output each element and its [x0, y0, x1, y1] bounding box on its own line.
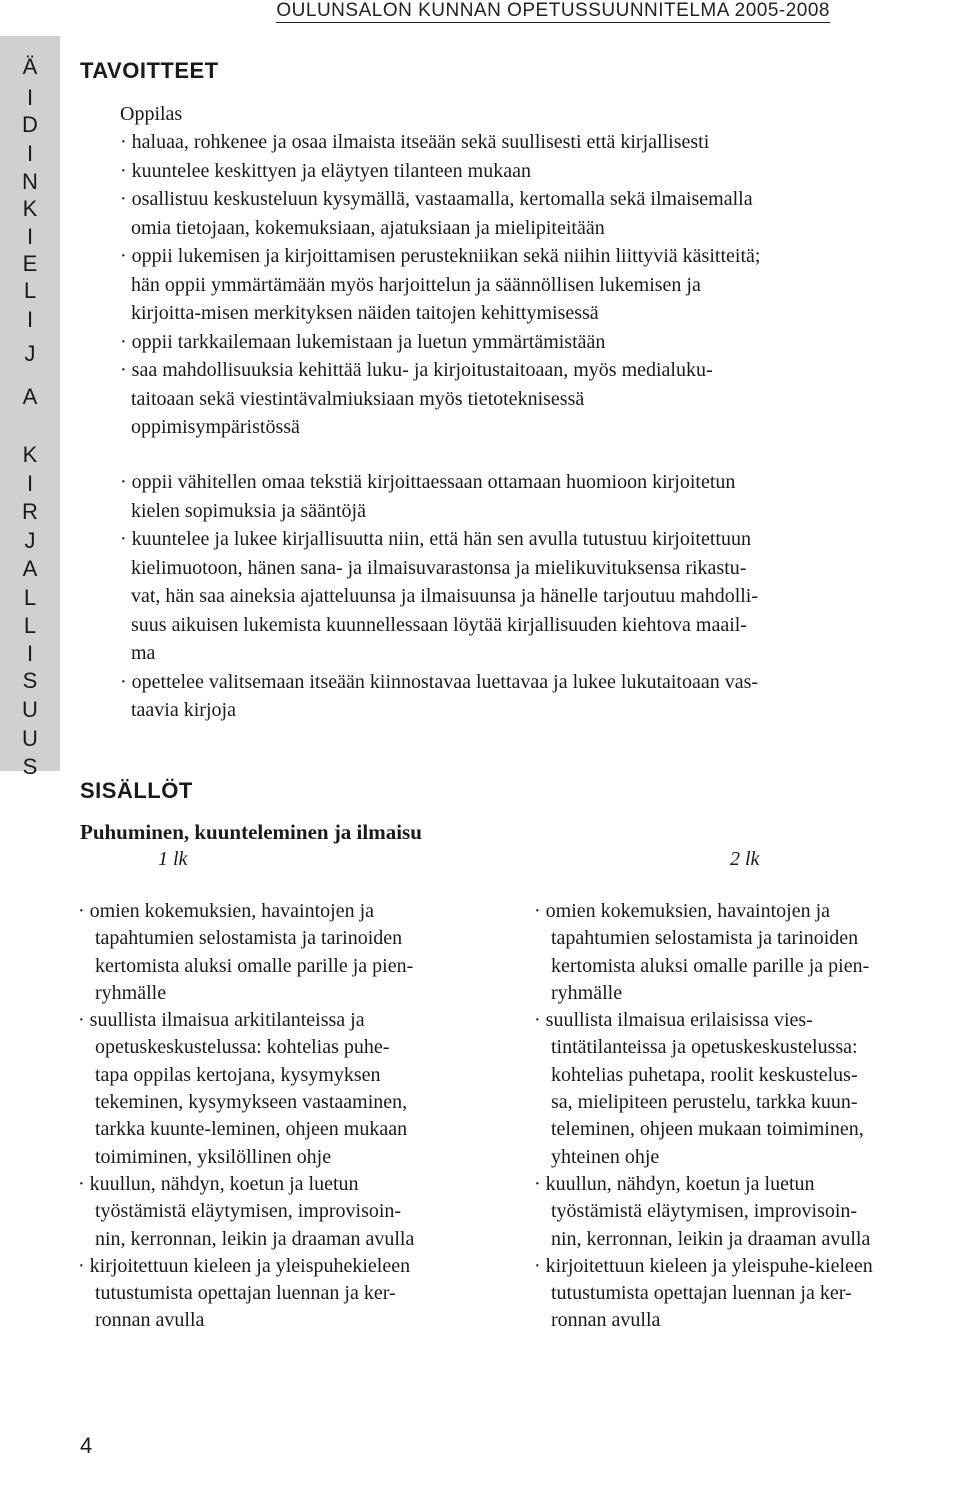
goal-line: · kuuntelee keskittyen ja eläytyen tilanteen mukaan — [120, 159, 531, 182]
sidebar-letter: S — [22, 754, 38, 779]
goal-line: omia tietojaan, kokemuksiaan, ajatuksiaan ja mielipiteitään — [131, 216, 605, 239]
goals-heading: TAVOITTEET — [80, 58, 219, 83]
sidebar-letter: U — [22, 697, 38, 722]
contents-subheading: Puhuminen, kuunteleminen ja ilmaisu — [80, 820, 422, 844]
content-line: tarkka kuunte-leminen, ohjeen mukaan — [95, 1118, 408, 1141]
content-line: opetuskeskustelussa: kohtelias puhe- — [95, 1036, 390, 1059]
goals-intro: Oppilas — [120, 103, 183, 125]
page-number: 4 — [80, 1433, 93, 1458]
sidebar-letter: I — [26, 141, 34, 166]
content-line: ronnan avulla — [95, 1309, 205, 1332]
goal-line: · kuuntelee ja lukee kirjallisuutta niin, että hän sen avulla tutustuu kirjoitettuun — [120, 528, 751, 550]
sidebar-letter: I — [26, 85, 34, 110]
sidebar-letter: I — [26, 641, 34, 666]
goal-line: oppimisympäristössä — [131, 416, 300, 438]
sidebar-letter: A — [22, 384, 38, 409]
sidebar-letter: N — [22, 169, 38, 194]
goal-line: kielimuotoon, hänen sana- ja ilmaisuvarastonsa ja mielikuvituksensa rikastu- — [131, 556, 747, 579]
goal-line: ma — [131, 642, 156, 664]
goals-list-continued — [120, 468, 758, 725]
content-line: · omien kokemuksien, havaintojen ja — [534, 900, 831, 922]
contents-heading: SISÄLLÖT — [80, 778, 193, 803]
content-line: tapahtumien selostamista ja tarinoiden — [95, 927, 403, 950]
goal-line: suus aikuisen lukemista kuunnellessaan löytää kirjallisuuden kiehtova maail- — [131, 613, 747, 636]
content-line: työstämistä eläytymisen, improvisoin- — [551, 1200, 858, 1223]
sidebar-letter: E — [22, 251, 38, 276]
content-line: ryhmälle — [551, 981, 623, 1004]
goal-line: · saa mahdollisuuksia kehittää luku- ja kirjoitustaitoaan, myös medialuku- — [120, 359, 713, 381]
sidebar-letter: I — [26, 471, 34, 496]
content-line: tekeminen, kysymykseen vastaaminen, — [95, 1091, 408, 1114]
sidebar-letter: K — [22, 196, 38, 221]
content-line: · kirjoitettuun kieleen ja yleispuhekieleen — [78, 1254, 411, 1277]
content-line: teleminen, ohjeen mukaan toimiminen, — [551, 1118, 864, 1141]
sidebar-letter: A — [22, 556, 38, 581]
sidebar-letter: J — [24, 341, 36, 366]
goals-list — [120, 128, 760, 442]
goal-line: · haluaa, rohkenee ja osaa ilmaista itseään sekä suullisesti että kirjallisesti — [120, 131, 710, 153]
sidebar-letter: K — [22, 442, 38, 467]
content-line: · kuullun, nähdyn, koetun ja luetun — [78, 1172, 359, 1195]
content-line: nin, kerronnan, leikin ja draaman avulla — [551, 1227, 871, 1250]
sidebar-letter: J — [24, 528, 36, 553]
goal-line: kirjoitta-misen merkityksen näiden taitojen kehittymisessä — [131, 302, 599, 324]
sidebar-letter: L — [23, 278, 37, 303]
content-line: tapa oppilas kertojana, kysymyksen — [95, 1063, 381, 1086]
grade-2-label: 2 lk — [730, 848, 760, 870]
page-header: OULUNSALON KUNNAN OPETUSSUUNNITELMA 2005-2008 — [276, 0, 830, 21]
content-line: nin, kerronnan, leikin ja draaman avulla — [95, 1227, 415, 1250]
sidebar-letter: I — [26, 224, 34, 249]
content-line: · suullista ilmaisua arkitilanteissa ja — [78, 1009, 365, 1032]
goal-line: taavia kirjoja — [131, 699, 236, 721]
content-line: toimiminen, yksilöllinen ohje — [95, 1145, 332, 1168]
goal-line: kielen sopimuksia ja sääntöjä — [131, 499, 366, 522]
content-line: yhteinen ohje — [551, 1145, 660, 1168]
content-line: tutustumista opettajan luennan ja ker- — [551, 1282, 852, 1305]
grade-2-column — [534, 898, 873, 1335]
goal-line: hän oppii ymmärtämään myös harjoittelun ja säännöllisen lukemisen ja — [131, 273, 701, 296]
content-line: ronnan avulla — [551, 1309, 661, 1332]
content-line: kohtelias puhetapa, roolit keskustelus- — [551, 1063, 858, 1086]
sidebar-letter: D — [22, 112, 38, 137]
goal-line: · oppii lukemisen ja kirjoittamisen perustekniikan sekä niihin liittyviä käsitteitä; — [120, 245, 761, 267]
sidebar-letter: L — [23, 613, 37, 638]
content-line: työstämistä eläytymisen, improvisoin- — [95, 1200, 402, 1223]
goal-line: · opettelee valitsemaan itseään kiinnostavaa luettavaa ja lukee lukutaitoaan vas- — [120, 670, 759, 693]
content-line: kertomista aluksi omalle parille ja pien- — [551, 954, 870, 977]
content-line: tapahtumien selostamista ja tarinoiden — [551, 927, 859, 950]
content-line: · suullista ilmaisua erilaisissa vies- — [534, 1009, 813, 1032]
grade-1-column — [78, 898, 414, 1335]
sidebar-letter: U — [22, 726, 38, 751]
sidebar-letter: I — [26, 307, 34, 332]
content-line: kertomista aluksi omalle parille ja pien- — [95, 954, 414, 977]
sidebar-letter: S — [22, 668, 38, 693]
goal-line: vat, hän saa aineksia ajatteluunsa ja ilmaisuunsa ja hänelle tarjoutuu mahdolli- — [131, 585, 759, 607]
sidebar-letter: L — [23, 585, 37, 610]
goal-line: · osallistuu keskusteluun kysymällä, vastaamalla, kertomalla sekä ilmaisemalla — [120, 188, 753, 210]
content-line: tintätilanteissa ja opetuskeskustelussa: — [551, 1036, 858, 1059]
goal-line: · oppii tarkkailemaan lukemistaan ja luetun ymmärtämistään — [120, 330, 606, 353]
content-line: · omien kokemuksien, havaintojen ja — [78, 900, 375, 922]
grade-1-label: 1 lk — [158, 848, 188, 870]
goal-line: taitoaan sekä viestintävalmiuksiaan myös tietoteknisessä — [131, 387, 585, 410]
content-line: ryhmälle — [95, 981, 167, 1004]
content-line: sa, mielipiteen perustelu, tarkka kuun- — [551, 1091, 858, 1114]
content-line: tutustumista opettajan luennan ja ker- — [95, 1282, 396, 1305]
sidebar-letter: Ä — [22, 54, 38, 79]
goal-line: · oppii vähitellen omaa tekstiä kirjoittaessaan ottamaan huomioon kirjoitetun — [120, 471, 736, 493]
content-line: · kirjoitettuun kieleen ja yleispuhe-kieleen — [534, 1254, 873, 1277]
sidebar-letter: R — [22, 499, 38, 524]
content-line: · kuullun, nähdyn, koetun ja luetun — [534, 1172, 815, 1195]
